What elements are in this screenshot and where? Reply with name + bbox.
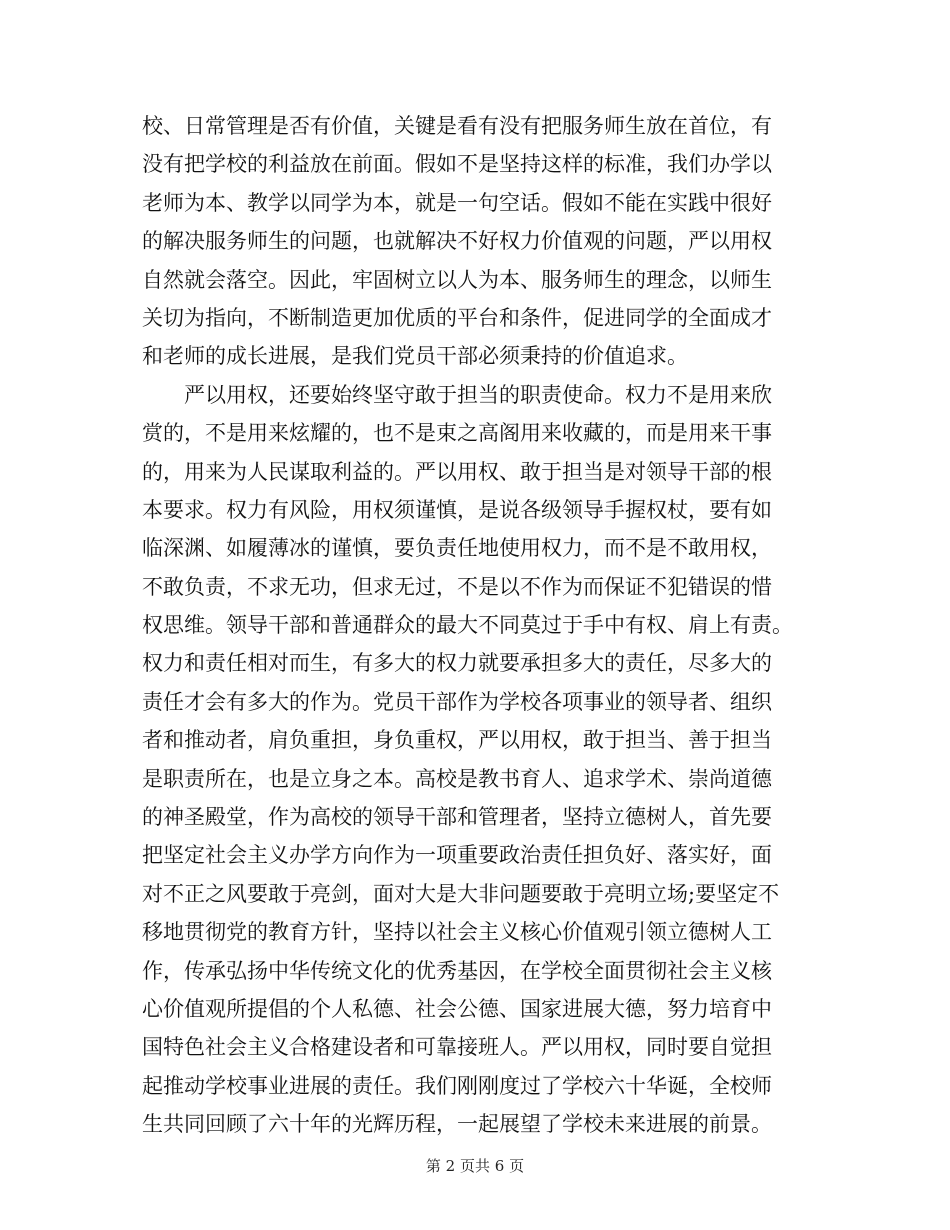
text-line: 权思维。领导干部和普通群众的最大不同莫过于手中有权、肩上有责。 [142,613,793,638]
text-line: 把坚定社会主义办学方向作为一项重要政治责任担负好、落实好，面 [142,843,772,868]
text-line: 心价值观所提倡的个人私德、社会公德、国家进展大德，努力培育中 [142,996,772,1021]
text-line: 本要求。权力有风险，用权须谨慎，是说各级领导手握权杖，要有如 [142,497,772,522]
text-line: 国特色社会主义合格建设者和可靠接班人。严以用权，同时要自觉担 [142,1035,772,1060]
text-line: 不敢负责，不求无功，但求无过，不是以不作为而保证不犯错误的惜 [142,574,772,599]
text-line: 的神圣殿堂，作为高校的领导干部和管理者，坚持立德树人，首先要 [142,805,772,830]
text-line: 没有把学校的利益放在前面。假如不是坚持这样的标准，我们办学以 [142,152,772,177]
paragraph-start-line: 严以用权，还要始终坚守敢于担当的职责使命。权力不是用来欣 [142,382,772,407]
text-line: 权力和责任相对而生，有多大的权力就要承担多大的责任，尽多大的 [142,651,772,676]
text-line: 责任才会有多大的作为。党员干部作为学校各项事业的领导者、组织 [142,689,772,714]
text-line: 者和推动者，肩负重担，身负重权，严以用权，敢于担当、善于担当 [142,728,772,753]
text-line: 临深渊、如履薄冰的谨慎，要负责任地使用权力，而不是不敢用权， [142,536,772,561]
text-line: 是职责所在，也是立身之本。高校是教书育人、追求学术、崇尚道德 [142,766,772,791]
text-line: 对不正之风要敢于亮剑，面对大是大非问题要敢于亮明立场;要坚定不 [142,881,780,906]
text-line: 自然就会落空。因此，牢固树立以人为本、服务师生的理念，以师生 [142,267,772,292]
page-number-footer: 第 2 页共 6 页 [425,1157,525,1175]
text-line: 和老师的成长进展，是我们党员干部必须秉持的价值追求。 [142,344,688,369]
text-line: 校、日常管理是否有价值，关键是看有没有把服务师生放在首位，有 [142,114,772,138]
text-line: 生共同回顾了六十年的光辉历程，一起展望了学校未来进展的前景。 [142,1112,772,1137]
text-line: 的，用来为人民谋取利益的。严以用权、敢于担当是对领导干部的根 [142,459,772,484]
text-line: 赏的，不是用来炫耀的，也不是束之高阁用来收藏的，而是用来干事 [142,421,772,446]
text-line: 作，传承弘扬中华传统文化的优秀基因，在学校全面贯彻社会主义核 [142,958,772,983]
text-line: 关切为指向，不断制造更加优质的平台和条件，促进同学的全面成才 [142,305,772,330]
text-line: 的解决服务师生的问题，也就解决不好权力价值观的问题，严以用权 [142,229,772,254]
text-line: 老师为本、教学以同学为本，就是一句空话。假如不能在实践中很好 [142,190,772,215]
text-line: 起推动学校事业进展的责任。我们刚刚度过了学校六十华诞，全校师 [142,1073,772,1098]
text-line: 移地贯彻党的教育方针，坚持以社会主义核心价值观引领立德树人工 [142,920,772,945]
body-text [142,107,822,1144]
